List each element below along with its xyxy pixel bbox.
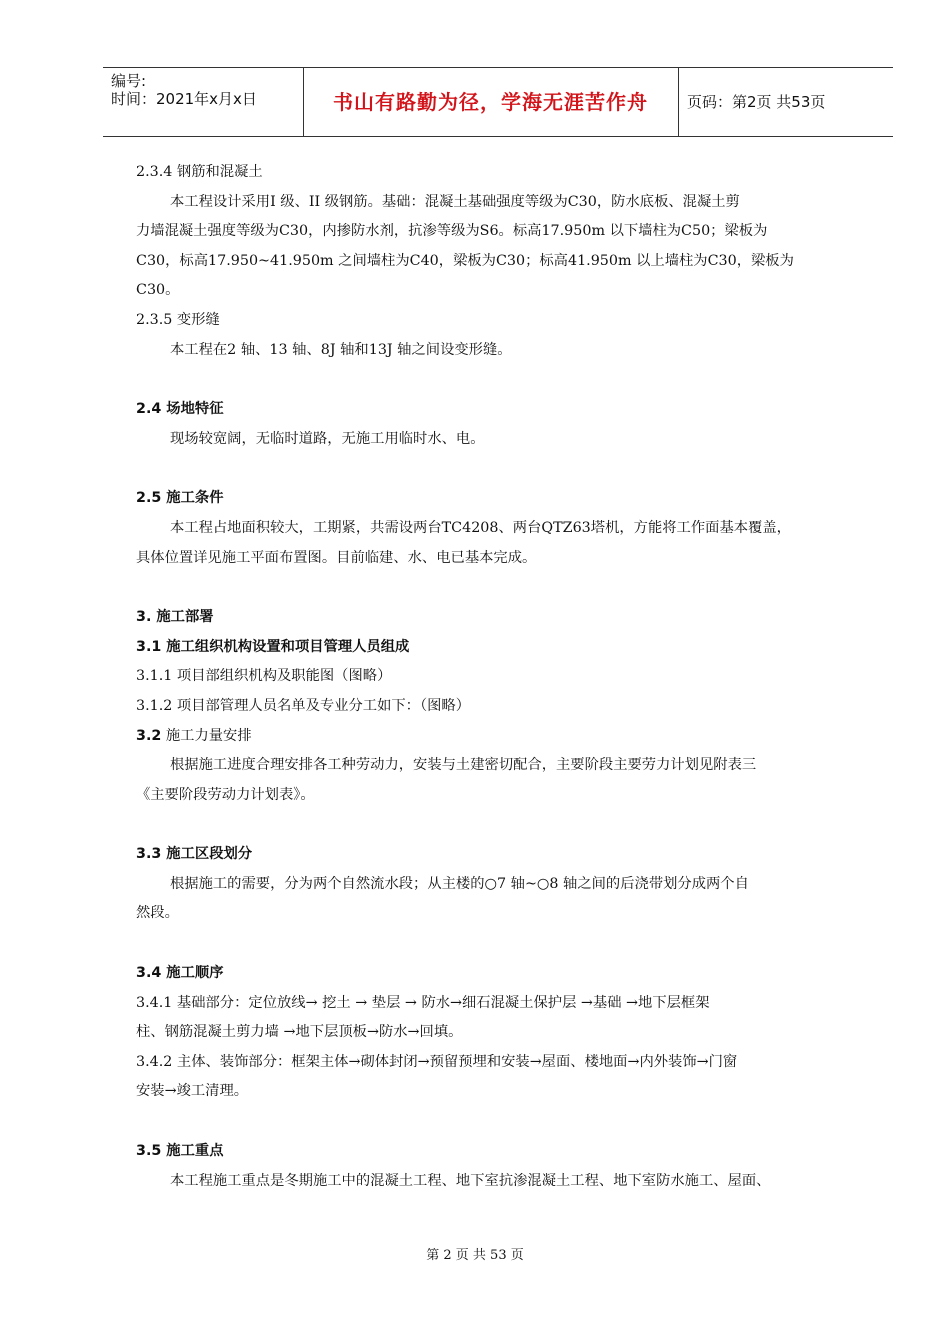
- spacer: [136, 810, 866, 840]
- spacer: [136, 929, 866, 959]
- paragraph-line: C30。: [136, 282, 180, 299]
- section-heading: 2.3.4 钢筋和混凝土: [136, 164, 263, 180]
- section-heading: [136, 722, 866, 752]
- spacer: [136, 1107, 866, 1137]
- section-heading: 2.4 场地特征: [136, 401, 224, 418]
- document-number-label: 编号:: [111, 72, 147, 90]
- section-heading: 3.1 施工组织机构设置和项目管理人员组成: [136, 638, 410, 655]
- page-header: [103, 67, 893, 137]
- paragraph-line: 本工程在2 轴、13 轴、8J 轴和13J 轴之间设变形缝。: [170, 341, 512, 358]
- document-body: [136, 158, 866, 1196]
- spacer: [136, 454, 866, 484]
- section-heading: 2.3.5 变形缝: [136, 311, 220, 328]
- paragraph-line: 《主要阶段劳动力计划表》。: [136, 786, 315, 803]
- header-page-number: 页码：第2页 共53页: [687, 93, 826, 111]
- header-motto: 书山有路勤为径，学海无涯苦作舟: [333, 90, 648, 114]
- header-info: [103, 68, 303, 136]
- section-heading: 3.4 施工顺序: [136, 965, 224, 982]
- section-heading: 3.5 施工重点: [136, 1143, 224, 1160]
- paragraph-line: 现场较宽阔，无临时道路，无施工用临时水、电。: [170, 430, 485, 447]
- subsection-line: 3.1.1 项目部组织机构及职能图（图略）: [136, 668, 392, 685]
- paragraph-line: 本工程占地面积较大，工期紧，共需设两台TC4208、两台QTZ63塔机，方能将工作面基本覆盖，: [170, 519, 791, 536]
- paragraph-line: 3.4.1 基础部分：定位放线→ 挖土 → 垫层 → 防水→细石混凝土保护层 →基础 →地下层框架: [136, 994, 710, 1011]
- paragraph-line: 3.4.2 主体、装饰部分：框架主体→砌体封闭→预留预埋和安装→屋面、楼地面→内外装饰→门窗: [136, 1053, 738, 1070]
- chapter-heading: 3. 施工部署: [136, 609, 214, 626]
- paragraph-line: C30，标高17.950~41.950m 之间墙柱为C40，梁板为C30；标高41.950m 以上墙柱为C30，梁板为: [136, 252, 794, 269]
- paragraph-line: 具体位置详见施工平面布置图。目前临建、水、电已基本完成。: [136, 549, 537, 566]
- subsection-line: 3.1.2 项目部管理人员名单及专业分工如下：（图略）: [136, 697, 471, 714]
- paragraph-line: 本工程施工重点是冬期施工中的混凝土工程、地下室抗渗混凝土工程、地下室防水施工、屋面、: [170, 1172, 771, 1189]
- paragraph-line: 力墙混凝土强度等级为C30，内掺防水剂，抗渗等级为S6。标高17.950m 以下墙柱为C50；梁板为: [136, 223, 768, 240]
- paragraph-line: 根据施工的需要，分为两个自然流水段；从主楼的○7 轴~○8 轴之间的后浇带划分成两个自: [170, 875, 749, 892]
- section-number: 3.2: [136, 727, 162, 744]
- paragraph-line: 根据施工进度合理安排各工种劳动力，安装与土建密切配合，主要阶段主要劳力计划见附表三: [170, 757, 757, 774]
- section-heading: 2.5 施工条件: [136, 490, 224, 507]
- paragraph-line: 本工程设计采用Ⅰ 级、II 级钢筋。基础：混凝土基础强度等级为C30，防水底板、混凝土剪: [170, 193, 740, 210]
- spacer: [136, 365, 866, 395]
- document-date-label: 时间：2021年x月x日: [111, 90, 257, 108]
- section-title: 施工力量安排: [161, 727, 252, 744]
- page-footer: 第 2 页 共 53 页: [426, 1248, 524, 1263]
- spacer: [136, 573, 866, 603]
- paragraph-line: 柱、钢筋混凝土剪力墙 →地下层顶板→防水→回填。: [136, 1024, 463, 1041]
- paragraph-line: 然段。: [136, 905, 179, 922]
- paragraph-line: 安装→竣工清理。: [136, 1083, 249, 1100]
- section-heading: 3.3 施工区段划分: [136, 846, 253, 863]
